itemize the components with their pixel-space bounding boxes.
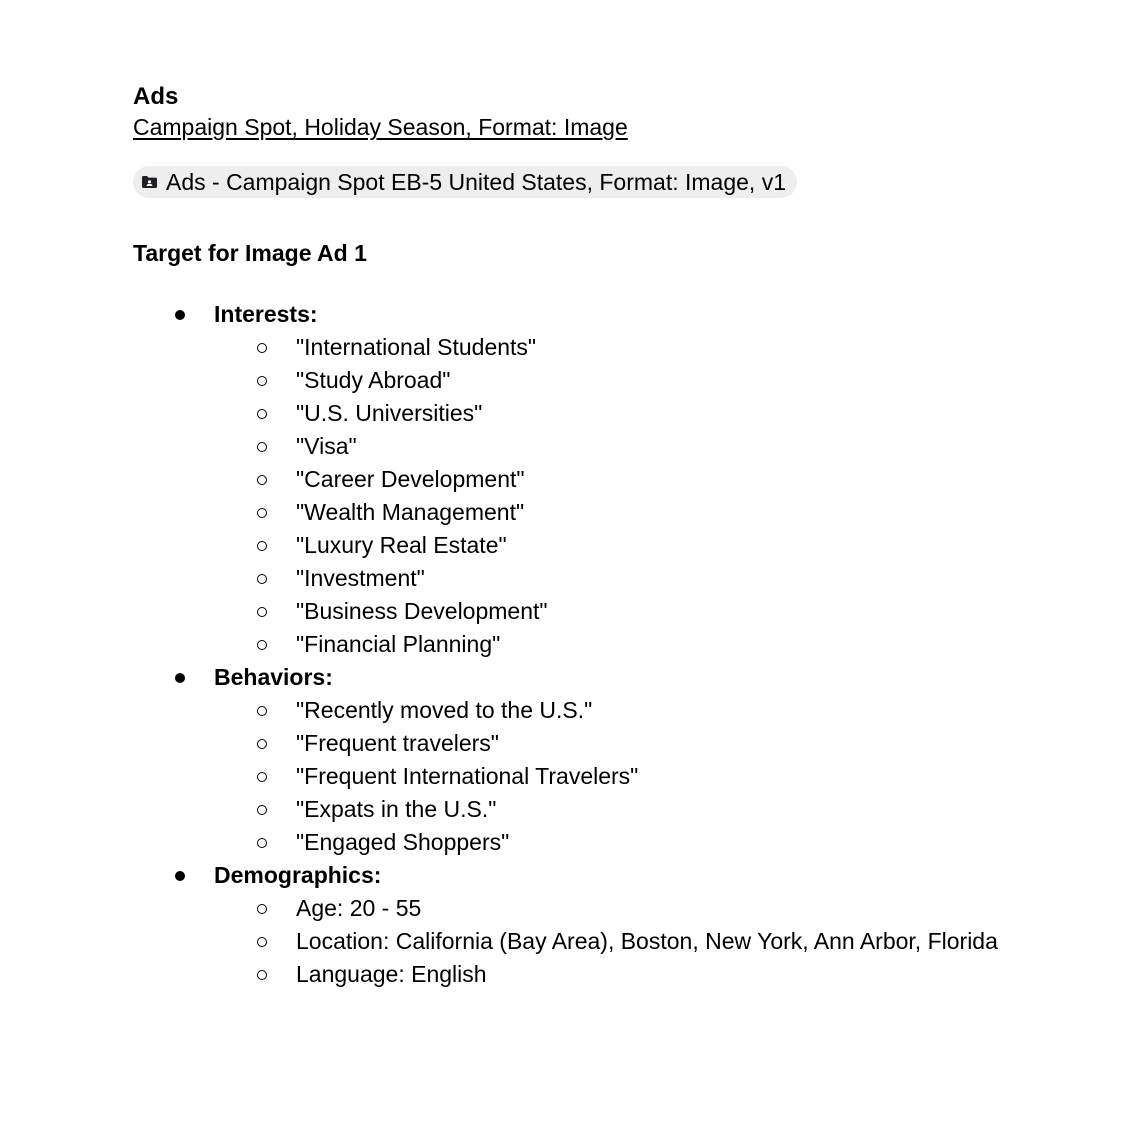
circle-bullet-icon [257, 409, 267, 419]
list-item: "Career Development" [214, 463, 1123, 496]
list-item: Language: English [214, 958, 1123, 991]
circle-bullet-icon [257, 475, 267, 485]
circle-bullet-icon [257, 772, 267, 782]
bullet-icon [175, 310, 185, 320]
target-list [133, 298, 1123, 991]
file-chip-label: Ads - Campaign Spot EB-5 United States, Format: Image, v1 [166, 169, 787, 195]
circle-bullet-icon [257, 640, 267, 650]
section-heading: Target for Image Ad 1 [133, 240, 367, 266]
group-label: Behaviors: [214, 664, 333, 690]
list-item: "Business Development" [214, 595, 1123, 628]
circle-bullet-icon [257, 541, 267, 551]
circle-bullet-icon [257, 343, 267, 353]
bullet-icon [175, 871, 185, 881]
list-group-demographics [133, 859, 1123, 991]
list-item: "Recently moved to the U.S." [214, 694, 1123, 727]
circle-bullet-icon [257, 508, 267, 518]
circle-bullet-icon [257, 376, 267, 386]
circle-bullet-icon [257, 574, 267, 584]
list-item: "Investment" [214, 562, 1123, 595]
list-item: "Wealth Management" [214, 496, 1123, 529]
list-item: "Engaged Shoppers" [214, 826, 1123, 859]
campaign-link[interactable]: Campaign Spot, Holiday Season, Format: Image [133, 114, 628, 140]
list-item: "Frequent International Travelers" [214, 760, 1123, 793]
circle-bullet-icon [257, 739, 267, 749]
sub-list [214, 892, 1123, 991]
circle-bullet-icon [257, 442, 267, 452]
document-body [133, 82, 1123, 991]
bullet-icon [175, 673, 185, 683]
list-item: "International Students" [214, 331, 1123, 364]
file-chip[interactable] [133, 166, 797, 198]
list-item: Location: California (Bay Area), Boston, New York, Ann Arbor, Florida [214, 925, 1123, 958]
list-item: "Expats in the U.S." [214, 793, 1123, 826]
circle-bullet-icon [257, 904, 267, 914]
group-label: Demographics: [214, 862, 382, 888]
list-item: Age: 20 - 55 [214, 892, 1123, 925]
list-item: "Study Abroad" [214, 364, 1123, 397]
list-item: "Visa" [214, 430, 1123, 463]
sub-list [214, 331, 1123, 661]
list-item: "Financial Planning" [214, 628, 1123, 661]
list-group-behaviors [133, 661, 1123, 859]
document-title: Ads [133, 83, 179, 110]
list-item: "U.S. Universities" [214, 397, 1123, 430]
circle-bullet-icon [257, 838, 267, 848]
list-group-interests [133, 298, 1123, 661]
circle-bullet-icon [257, 937, 267, 947]
list-item: "Frequent travelers" [214, 727, 1123, 760]
sub-list [214, 694, 1123, 859]
group-label: Interests: [214, 301, 318, 327]
circle-bullet-icon [257, 607, 267, 617]
circle-bullet-icon [257, 970, 267, 980]
list-item: "Luxury Real Estate" [214, 529, 1123, 562]
shared-drive-folder-icon [141, 175, 158, 189]
circle-bullet-icon [257, 706, 267, 716]
circle-bullet-icon [257, 805, 267, 815]
